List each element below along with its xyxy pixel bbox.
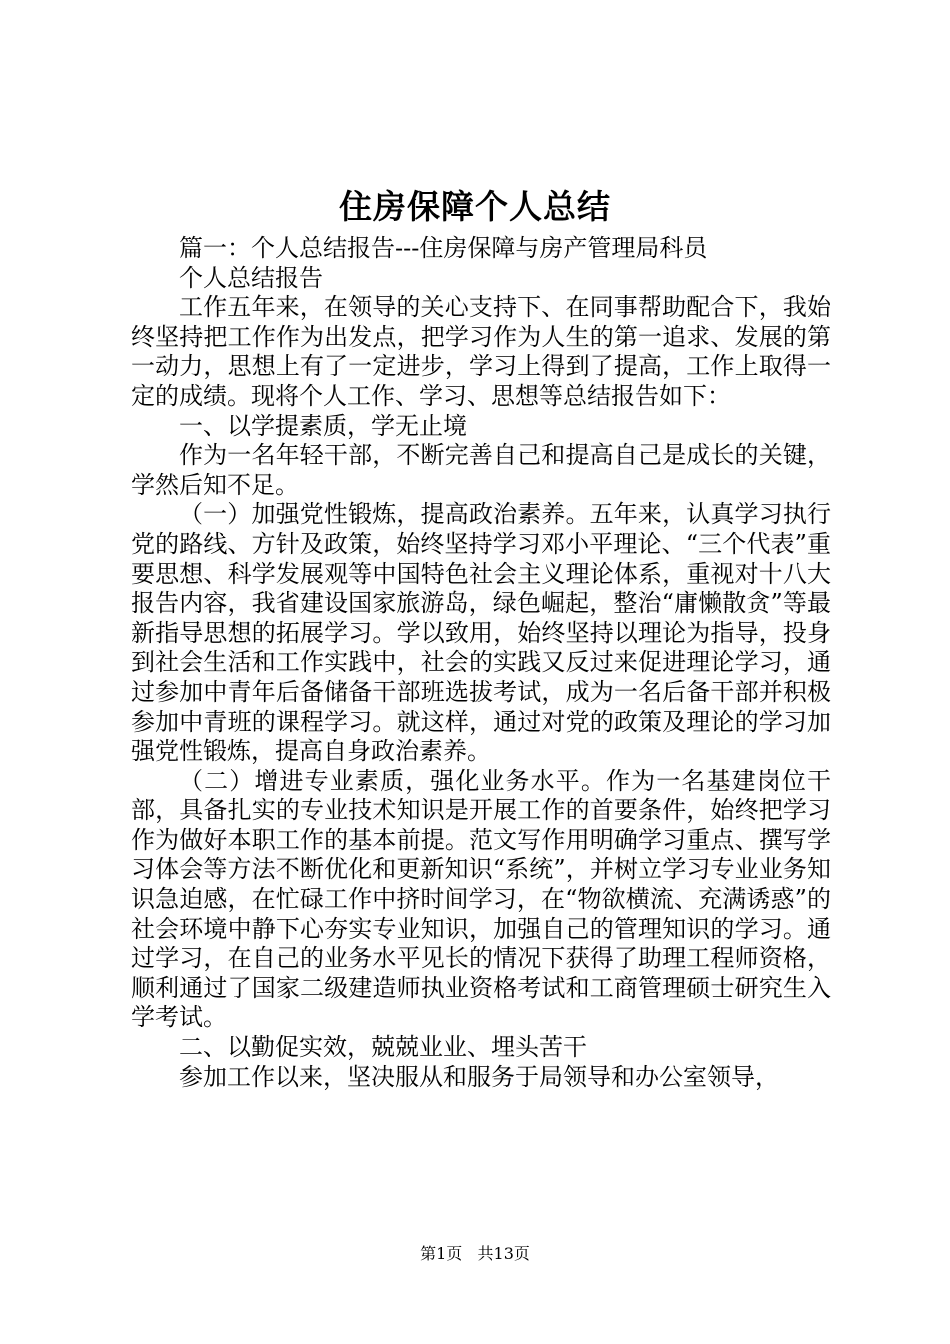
section-heading-two: 二、以勤促实效，兢兢业业、埋头苦干 [179, 1033, 587, 1062]
page-number: 第1页 [420, 1244, 463, 1263]
section-heading-part-one: 篇一：个人总结报告---住房保障与房产管理局科员 [179, 234, 708, 262]
body-paragraph: （二）增进专业素质，强化业务水平。作为一名基建岗位干部，具备扎实的专业技术知识是开展工作的首要条件，始终把学习作为做好本职工作的基本前提。范文写作用明确学习重点、撰写学习体会等方法不断优化和更新知识“系统”，并树立学习专业业务知识急迫感，在忙碌工作中挤时间学习，在“物欲横流、充满诱惑”的社会环境中静下心夯实专业知识，加强自己的管理知识的学习。通过学习，在自己的业务水平见长的情况下获得了助理工程师资格，顺利通过了国家二级建造师执业资格考试和工商管理硕士研究生入学考试。 [131, 766, 831, 1032]
body-paragraph: 参加工作以来，坚决服从和服务于局领导和办公室领导， [179, 1062, 779, 1091]
page-total: 共13页 [477, 1244, 530, 1263]
page-footer [0, 1243, 950, 1265]
body-paragraph: （一）加强党性锻炼，提高政治素养。五年来，认真学习执行党的路线、方针及政策，始终坚持学习邓小平理论、“三个代表”重要思想、科学发展观等中国特色社会主义理论体系，重视对十八大报告内容，我省建设国家旅游岛，绿色崛起，整治“庸懒散贪”等最新指导思想的拓展学习。学以致用，始终坚持以理论为指导，投身到社会生活和工作实践中，社会的实践又反过来促进理论学习，通过参加中青年后备储备干部班选拔考试，成为一名后备干部并积极参加中青班的课程学习。就这样，通过对党的政策及理论的学习加强党性锻炼，提高自身政治素养。 [131, 500, 831, 766]
report-subtitle: 个人总结报告 [179, 263, 323, 292]
document-body [131, 234, 831, 1092]
section-heading-one: 一、以学提素质，学无止境 [179, 411, 467, 440]
intro-paragraph: 工作五年来，在领导的关心支持下、在同事帮助配合下，我始终坚持把工作作为出发点，把学习作为人生的第一追求、发展的第一动力，思想上有了一定进步，学习上得到了提高，工作上取得一定的成绩。现将个人工作、学习、思想等总结报告如下： [131, 293, 831, 410]
body-paragraph: 作为一名年轻干部，不断完善自己和提高自己是成长的关键，学然后知不足。 [131, 441, 831, 499]
document-title: 住房保障个人总结 [339, 187, 611, 226]
